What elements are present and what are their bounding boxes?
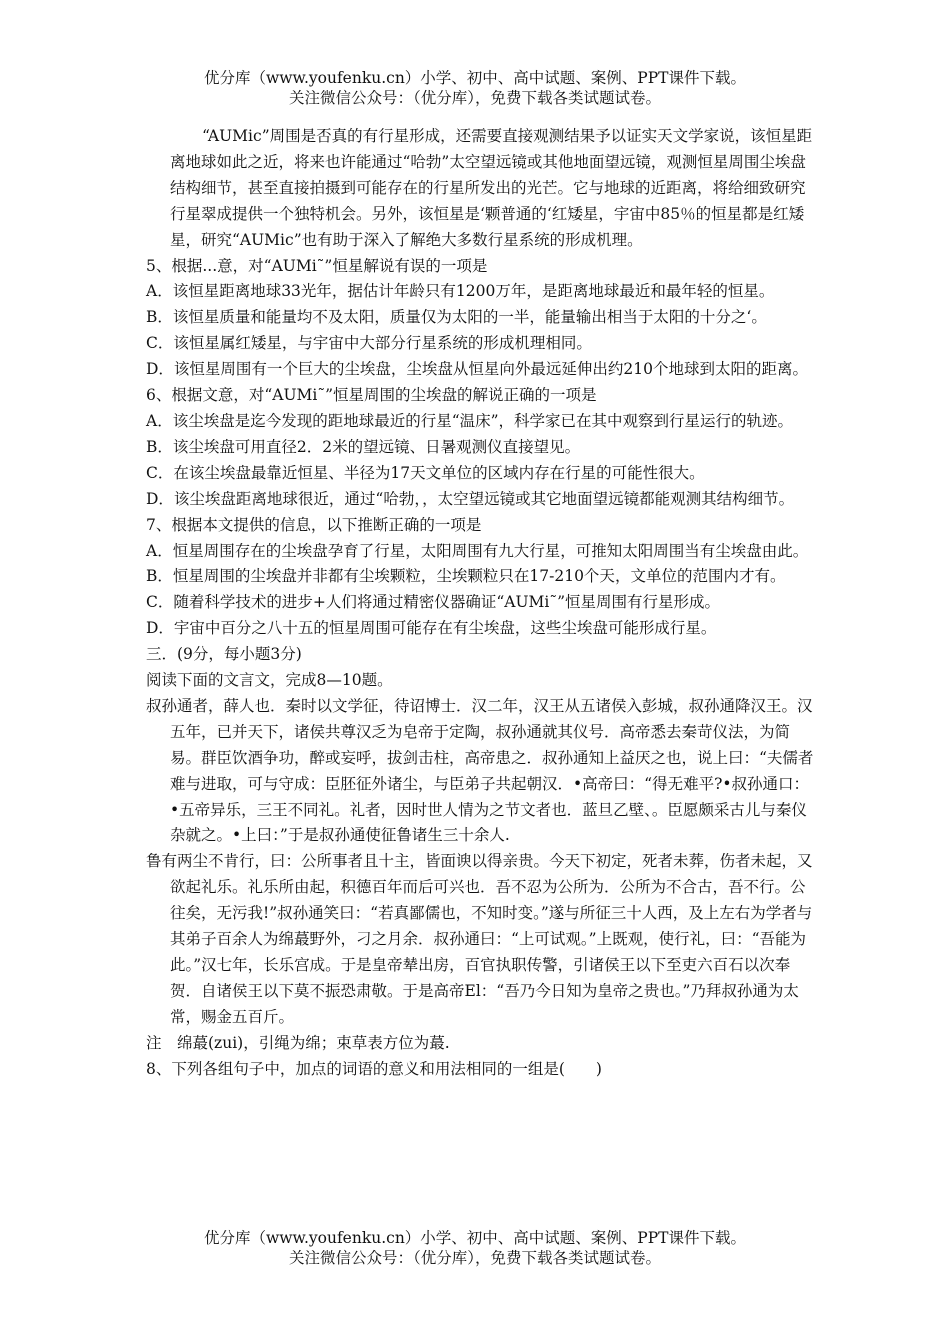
classical-passage-para-2: 鲁有两尘不肯行，曰：公所事者且十主，皆面谀以得亲贵。今天下初定，死者未葬，伤者未起，又欲起礼乐。礼乐所由起，积德百年而后可兴也．吾不忍为公所为．公所为不合古，吾不行。公往矣，无污我!”叔孙通笑曰：“若真鄙儒也，不知时变。”遂与所征三十人西，及上左右为学者与其弟子百余人为绵蕞野外，刁之月余．叔孙通曰：“上可试观。”上既观，使行礼，曰：“吾能为此。”汉七年，长乐宫成。于是皇帝辇出房，百官执职传警，引诸侯王以下至吏六百石以次奉贺．自诸侯王以下莫不振恐肃敬。于是高帝El：“吾乃今日知为皇帝之贵也。”乃拜叔孙通为太常，赐金五百斤。 (146, 852, 813, 1026)
q7-option-d: D．宇宙中百分之八十五的恒星周围可能存在有尘埃盘，这些尘埃盘可能形成行星。 (146, 619, 717, 638)
q6-stem: 6、根据文意，对“AUMi˜”恒星周围的尘埃盘的解说正确的一项是 (146, 386, 597, 405)
page-header (0, 68, 950, 108)
q7-option-c: C．随着科学技术的进步+人们将通过精密仪器确证“AUMi˜”恒星周围有行星形成。 (146, 593, 721, 612)
classical-passage-para-1: 叔孙通者，薛人也．秦时以文学征，待诏博士．汉二年，汉王从五诸侯入彭城，叔孙通降汉王。汉五年，已并天下，诸侯共尊汉乏为皂帝于定陶，叔孙通就其仪号．高帝悉去秦苛仪法，为简易。群臣饮酒争功，醉或妄呼，拔剑击柱，高帝患之．叔孙通知上益厌之也，说上曰：“夫儒者难与进取，可与守成：臣胚征外诸尘，与臣弟子共起朝汉．•高帝曰：“得无难平?•叔孙通口：•五帝异乐，三王不同礼。礼者，因时世人情为之节文者也．蓝旦乙壁、。臣愿颇采古儿与秦仪杂就之。•上曰：”于是叔孙通使征鲁诸生三十余人. (146, 696, 814, 845)
q5-option-c: C．该恒星属红矮星，与宇宙中大部分行星系统的形成机理相同。 (146, 334, 592, 353)
header-line-1: 优分库（www.youfenku.cn）小学、初中、高中试题、案例、PPT课件下载。 (203, 69, 747, 87)
q7-stem: 7、根据本文提供的信息，以下推断正确的一项是 (146, 515, 482, 534)
q5-option-b: B．该恒星质量和能量均不及太阳，质量仅为太阳的一半，能量输出相当于太阳的十分之‘。 (146, 308, 767, 327)
q6-option-c: C．在该尘埃盘最靠近恒星、半径为17天文单位的区域内存在行星的可能性很大。 (146, 463, 705, 482)
q6-option-d: D．该尘埃盘距离地球很近，通过“哈勃，，太空望远镜或其它地面望远镜都能观测其结构细节。 (146, 489, 795, 508)
q6-option-b: B．该尘埃盘可用直径2．2米的望远镜、日暑观测仪直接望见。 (146, 437, 581, 456)
section-3-title: 三．(9分，每小题3分) (146, 645, 302, 664)
q7-option-b: B．恒星周围的尘埃盘并非都有尘埃颗粒，尘埃颗粒只在17-210个天，文单位的范围内才有。 (146, 567, 786, 586)
page-footer (0, 1228, 950, 1268)
section-3-instruction: 阅读下面的文言文，完成8—10题。 (146, 671, 393, 690)
header-line-2: 关注微信公众号：（优分库），免费下载各类试题试卷。 (288, 89, 661, 107)
q7-option-a: A．恒星周围存在的尘埃盘孕育了行星，太阳周围有九大行星，可推知太阳周围当有尘埃盘由此。 (146, 541, 809, 560)
footer-line-2: 关注微信公众号：（优分库），免费下载各类试题试卷。 (288, 1249, 661, 1267)
annotation-note: 注 绵蕞(zui)，引绳为绵；束草表方位为蕞. (146, 1033, 450, 1052)
q5-stem: 5、根据...意，对“AUMi˜”恒星解说有误的一项是 (146, 256, 488, 275)
document-body (146, 124, 816, 1083)
q5-option-d: D．该恒星周围有一个巨大的尘埃盘，尘埃盘从恒星向外最远延伸出约210个地球到太阳的距离。 (146, 360, 809, 379)
q6-option-a: A．该尘埃盘是迄今发现的距地球最近的行星“温床”，科学家已在其中观察到行星运行的轨迹。 (146, 411, 794, 430)
passage-intro: “AUMic”周围是否真的有行星形成，还需要直接观测结果予以证实天文学家说，该恒星距离地球如此之近，将来也许能通过“哈勃”太空望远镜或其他地面望远镜，观测恒星周围尘埃盘结构细节，甚至直接拍摄到可能存在的行星所发出的光芒。它与地球的近距离，将给细致研究行星翠成提供一个独特机会。另外，该恒星是‘颗普通的‘红矮星，宇宙中85％的恒星都是红矮星，研究“AUMic”也有助于深入了解绝大多数行星系统的形成机理。 (170, 127, 813, 249)
q5-option-a: A．该恒星距离地球33光年，据估计年龄只有1200万年，是距离地球最近和最年轻的恒星。 (146, 282, 775, 301)
q8-stem: 8、下列各组句子中，加点的词语的意义和用法相同的一组是( ) (146, 1059, 602, 1078)
footer-line-1: 优分库（www.youfenku.cn）小学、初中、高中试题、案例、PPT课件下载。 (203, 1229, 747, 1247)
